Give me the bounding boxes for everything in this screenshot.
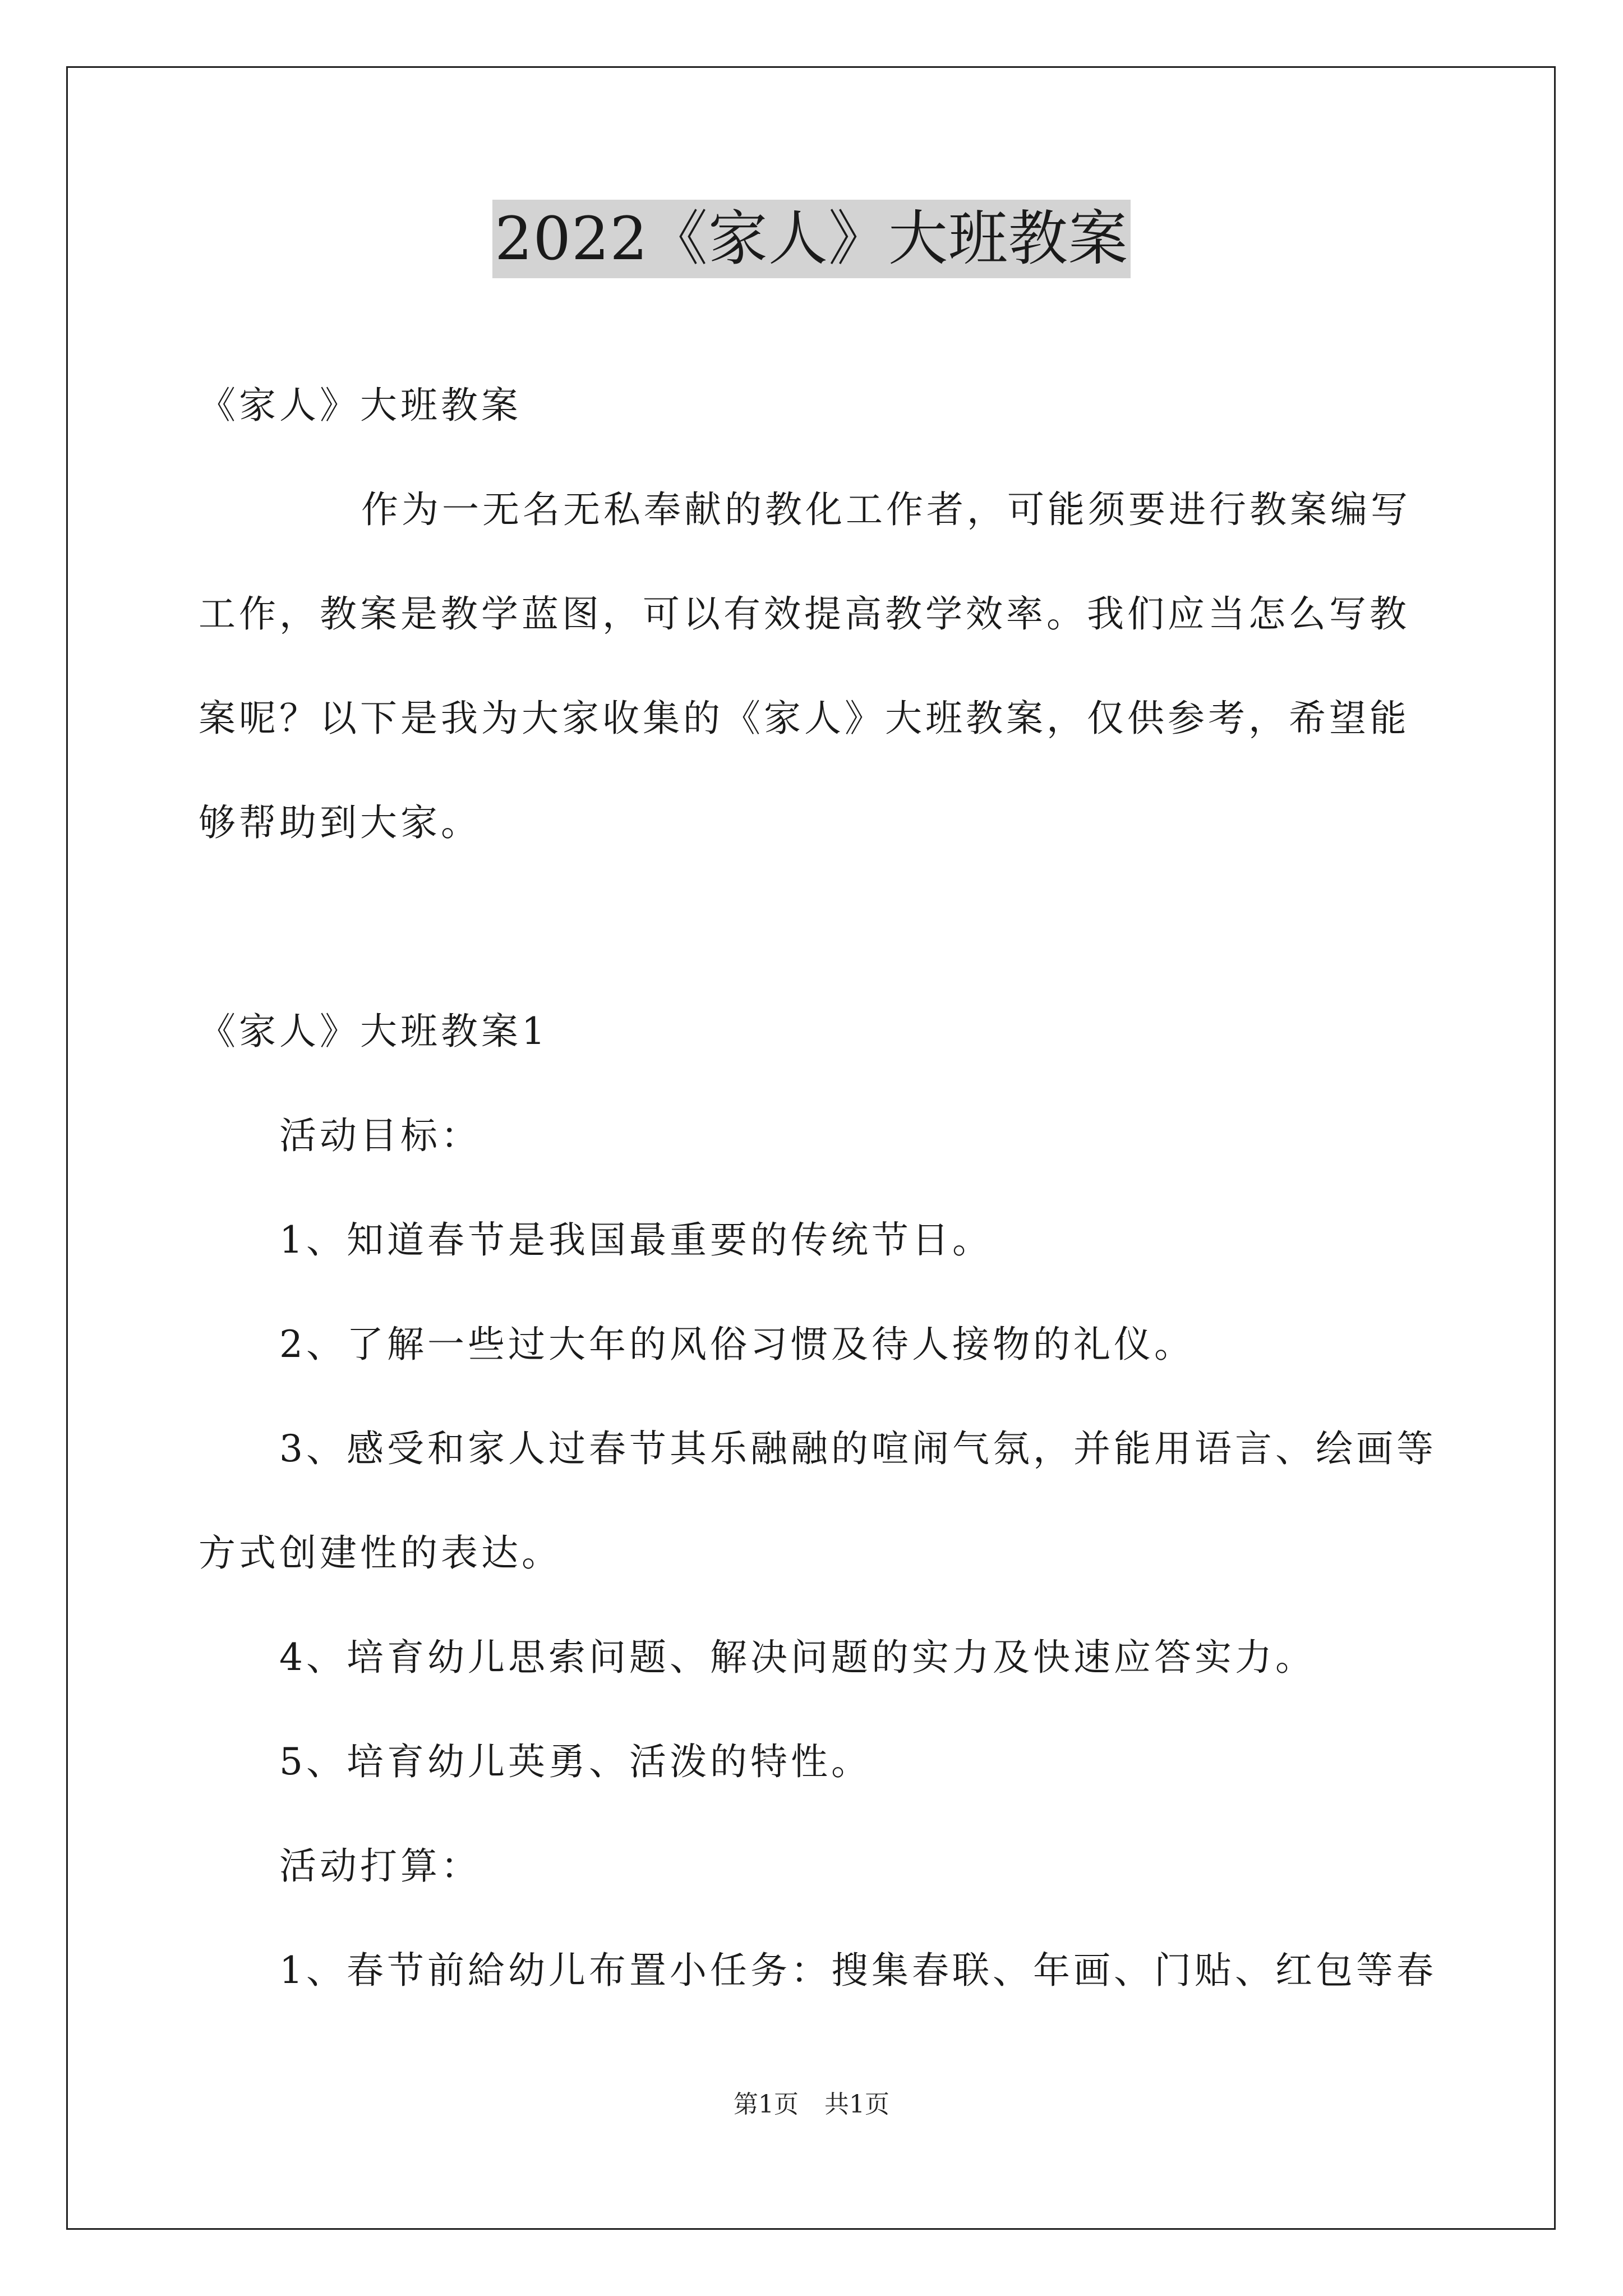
- goals-heading: 活动目标：: [279, 1114, 481, 1157]
- page-footer: [0, 2088, 1623, 2122]
- goal-item-5: 5、培育幼儿英勇、活泼的特性。: [279, 1740, 872, 1783]
- intro-line-1: 作为一无名无私奉献的教化工作者，可能须要进行教案编写: [361, 488, 1411, 531]
- page-number: 第1页: [734, 2090, 799, 2119]
- goal-item-3: 3、感受和家人过春节其乐融融的喧闹气氛，并能用语言、绘画等: [279, 1427, 1437, 1470]
- intro-line-3: 案呢？以下是我为大家收集的《家人》大班教案，仅供参考，希望能: [199, 697, 1410, 740]
- section-heading: 《家人》大班教案1: [199, 1010, 548, 1053]
- goal-item-1: 1、知道春节是我国最重要的传统节日。: [279, 1218, 993, 1262]
- intro-line-2: 工作，教案是教学蓝图，可以有效提高教学效率。我们应当怎么写教: [199, 592, 1410, 636]
- page-total: 共1页: [824, 2090, 889, 2119]
- goal-item-4: 4、培育幼儿思索问题、解决问题的实力及快速应答实力。: [279, 1636, 1316, 1679]
- subtitle-line: 《家人》大班教案: [199, 384, 522, 427]
- goal-item-3-cont: 方式创建性的表达。: [199, 1531, 562, 1575]
- document-body: [199, 353, 1437, 2023]
- prep-item-1: 1、春节前給幼儿布置小任务：搜集春联、年画、门贴、红包等春: [279, 1949, 1437, 1992]
- goal-item-2: 2、了解一些过大年的风俗习惯及待人接物的礼仪。: [279, 1323, 1195, 1366]
- title-container: [0, 200, 1623, 278]
- prep-heading: 活动打算：: [279, 1844, 481, 1888]
- document-title: 2022《家人》大班教案: [492, 200, 1131, 278]
- paragraph-gap: [199, 875, 1432, 979]
- intro-line-4: 够帮助到大家。: [199, 801, 481, 844]
